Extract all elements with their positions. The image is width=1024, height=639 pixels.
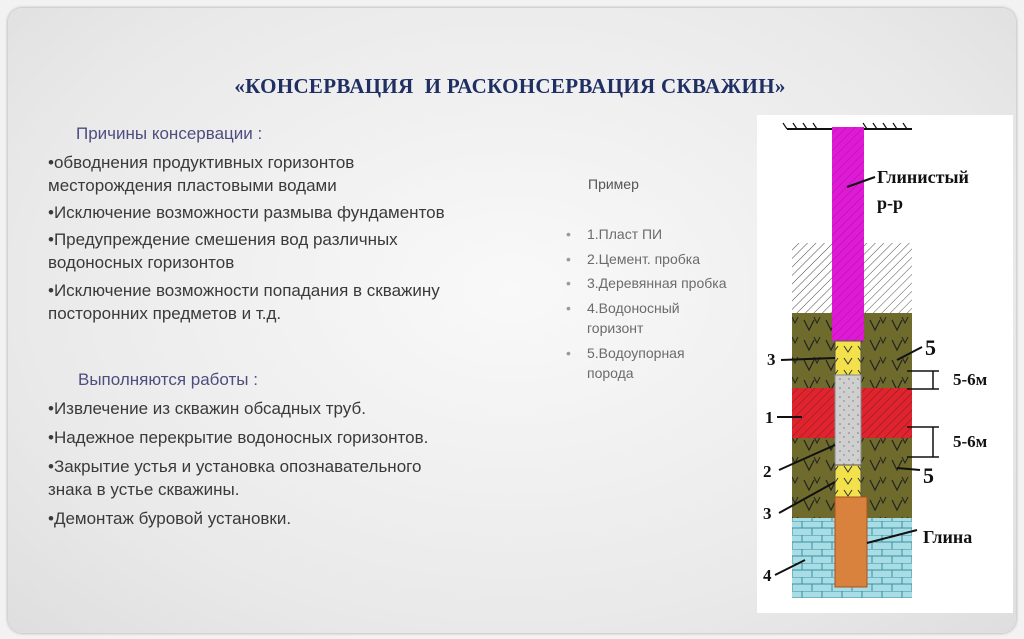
list-item: •обводнения продуктивных горизонтов xyxy=(48,153,355,172)
list-item: водоносных горизонтов xyxy=(48,253,235,272)
list-item: •Исключение возможности попадания в скважину xyxy=(48,281,440,300)
bullet-icon: • xyxy=(566,251,571,267)
diagram-number-label: 4 xyxy=(763,566,772,585)
list-item: посторонних предметов и т.д. xyxy=(48,304,282,323)
dimension-label: 5-6м xyxy=(953,370,988,389)
diagram-number-label: 3 xyxy=(767,350,776,369)
list-item: •Закрытие устья и установка опознавательного xyxy=(48,457,422,476)
clay-label: Глина xyxy=(923,527,973,547)
list-item: •Исключение возможности размыва фундаментов xyxy=(48,203,445,222)
diagram-number-label: 5 xyxy=(925,335,936,360)
bullet-icon: • xyxy=(566,226,571,242)
slide-title: «КОНСЕРВАЦИЯ И РАСКОНСЕРВАЦИЯ СКВАЖИН» xyxy=(234,74,786,98)
example-item-label: 4.Водоносный xyxy=(587,300,680,316)
example-item-label: порода xyxy=(587,365,634,381)
reasons-heading: Причины консервации : xyxy=(76,124,263,143)
dimension-label: 5-6м xyxy=(953,432,988,451)
example-title: Пример xyxy=(588,176,639,192)
works-list xyxy=(48,397,428,530)
example-item-label: 3.Деревянная пробка xyxy=(587,275,727,291)
bullet-icon: • xyxy=(566,275,571,291)
bullet-icon: • xyxy=(566,345,571,361)
works-heading: Выполняются работы : xyxy=(78,370,258,389)
clay-solution-label: р-р xyxy=(877,193,904,213)
clay-solution-label: Глинистый xyxy=(877,167,969,187)
list-item: месторождения пластовыми водами xyxy=(48,176,337,195)
wood-plug xyxy=(835,341,861,375)
example-item-label: 1.Пласт ПИ xyxy=(587,226,663,242)
wood-plug xyxy=(835,465,861,497)
example-item xyxy=(566,224,662,244)
list-item: •Надежное перекрытие водоносных горизонтов. xyxy=(48,428,429,447)
diagram-number-label: 1 xyxy=(765,408,774,427)
example-item xyxy=(566,343,685,383)
well-diagram xyxy=(757,115,1013,613)
bullet-icon: • xyxy=(566,300,571,316)
example-item-label: 2.Цемент. пробка xyxy=(587,251,700,267)
example-item-label: 5.Водоупорная xyxy=(587,345,685,361)
example-item xyxy=(566,298,680,338)
reasons-list xyxy=(48,151,445,325)
clay-solution-texture xyxy=(832,127,864,341)
example-item xyxy=(566,249,700,269)
example-item-label: горизонт xyxy=(587,320,644,336)
list-item: •Извлечение из скважин обсадных труб. xyxy=(48,399,366,418)
diagram-number-label: 2 xyxy=(763,462,772,481)
list-item: •Демонтаж буровой установки. xyxy=(48,509,292,528)
clay-plug xyxy=(835,497,867,587)
list-item: знака в устье скважины. xyxy=(48,480,240,499)
list-item: •Предупреждение смешения вод различных xyxy=(48,230,398,249)
cement-plug xyxy=(835,375,861,465)
diagram-number-label: 3 xyxy=(763,504,772,523)
diagram-number-label: 5 xyxy=(923,463,934,488)
example-item xyxy=(566,273,727,293)
